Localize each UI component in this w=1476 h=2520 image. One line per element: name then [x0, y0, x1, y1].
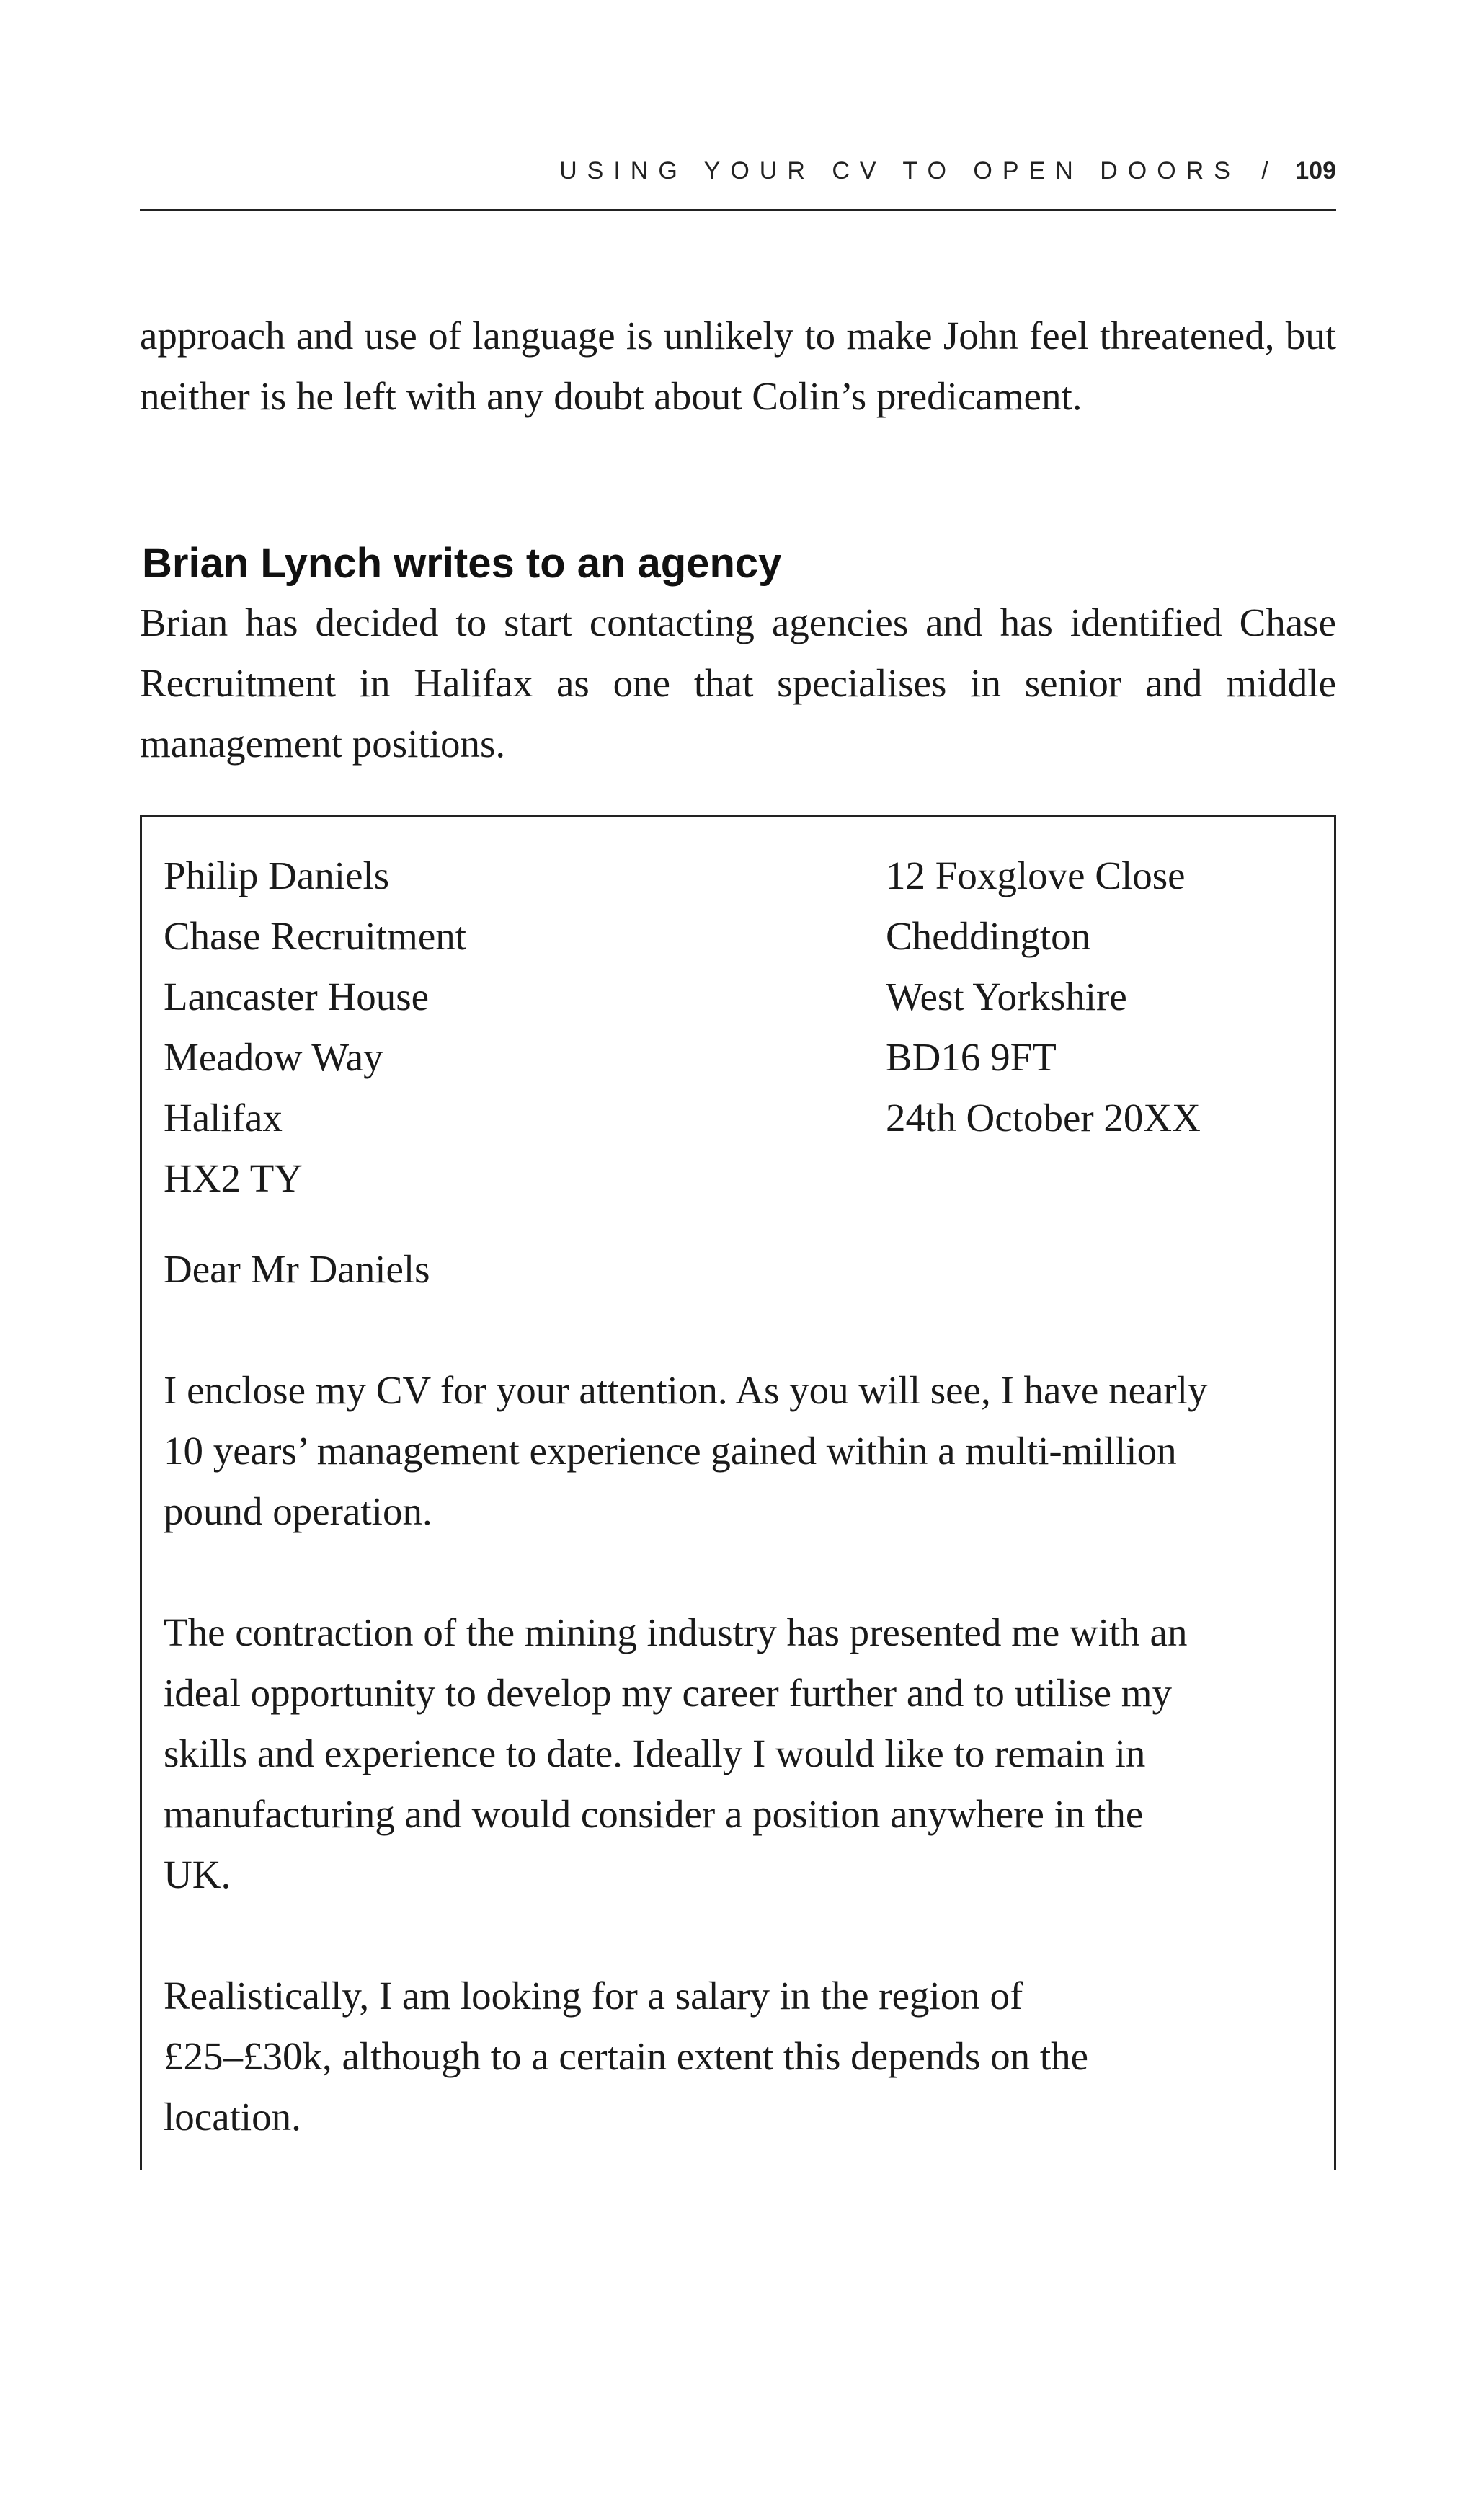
sender-address	[886, 846, 1201, 1148]
intro-paragraph: approach and use of language is unlikely to make John feel threatened, but neither is he left with any doubt about Colin’s predicament.	[140, 314, 1336, 418]
letter-line: 10 years’ management experience gained within a multi-million	[164, 1429, 1177, 1473]
letter-line: UK.	[164, 1853, 231, 1896]
running-head-separator: /	[1261, 157, 1273, 185]
sender-county: West Yorkshire	[886, 975, 1127, 1019]
running-head	[140, 157, 1336, 185]
letter-line: pound operation.	[164, 1489, 432, 1533]
letter-line: I enclose my CV for your attention. As you will see, I have nearly	[164, 1368, 1208, 1412]
letter-line: The contraction of the mining industry has presented me with an	[164, 1610, 1188, 1654]
letter-paragraph-2	[164, 1602, 1346, 1905]
running-title: USING YOUR CV TO OPEN DOORS	[559, 157, 1240, 185]
recipient-town: Halifax	[164, 1096, 283, 1140]
sender-town: Cheddington	[886, 914, 1091, 958]
salutation: Dear Mr Daniels	[164, 1247, 430, 1291]
recipient-postcode: HX2 TY	[164, 1156, 303, 1200]
letter-date: 24th October 20XX	[886, 1096, 1201, 1140]
letter-line: Realistically, I am looking for a salary in the region of	[164, 1974, 1023, 2018]
letter-line: skills and experience to date. Ideally I would like to remain in	[164, 1731, 1146, 1775]
recipient-address	[164, 846, 466, 1209]
recipient-street: Meadow Way	[164, 1035, 383, 1079]
sender-street: 12 Foxglove Close	[886, 853, 1186, 897]
letter-paragraph-1	[164, 1360, 1346, 1542]
letter-line: manufacturing and would consider a position anywhere in the	[164, 1792, 1144, 1836]
letter-line: location.	[164, 2095, 301, 2139]
page-number: 109	[1295, 157, 1336, 185]
letter-paragraph-3	[164, 1966, 1346, 2147]
letter-box	[140, 815, 1336, 2170]
letter-line: ideal opportunity to develop my career further and to utilise my	[164, 1671, 1173, 1715]
recipient-building: Lancaster House	[164, 975, 430, 1019]
section-heading: Brian Lynch writes to an agency	[142, 540, 782, 587]
recipient-name: Philip Daniels	[164, 853, 390, 897]
header-rule	[140, 209, 1336, 211]
section-paragraph: Brian has decided to start contacting agencies and has identified Chase Recruitment in Halifax as one that specialises in senior and middle management positions.	[140, 600, 1336, 766]
sender-postcode: BD16 9FT	[886, 1035, 1057, 1079]
recipient-company: Chase Recruitment	[164, 914, 467, 958]
letter-line: £25–£30k, although to a certain extent this depends on the	[164, 2034, 1089, 2078]
